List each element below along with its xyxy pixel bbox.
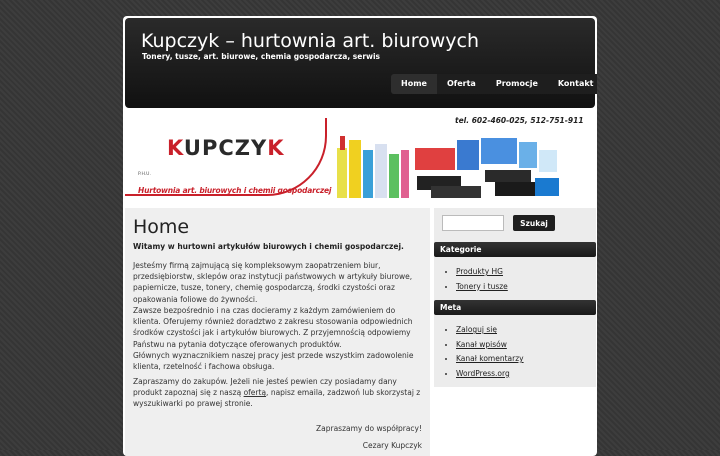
site-description: Tonery, tusze, art. biurowe, chemia gospodarcza, serwis: [142, 52, 380, 61]
list-item: [456, 265, 596, 280]
search-input[interactable]: [442, 215, 504, 231]
paragraph-2: Zawsze bezpośrednio i na czas docieramy z każdym zamówieniem do klienta. Oferujemy również doradztwo z zakresu stosowania odpowiednich środków czystości jak i artykułów biurowych. Z przyjemnością odpowiemy Państwu na pytania dotyczące oferowanych produktów.: [133, 306, 413, 349]
categories-title: Kategorie: [434, 242, 596, 257]
main-nav: [391, 74, 597, 94]
signature: Cezary Kupczyk: [362, 441, 422, 450]
nav-home[interactable]: Home: [391, 74, 437, 94]
meta-title: Meta: [434, 300, 596, 315]
page-wrapper: [123, 16, 597, 456]
company-logo: [125, 114, 332, 200]
meta-link-wordpress[interactable]: WordPress.org: [456, 368, 510, 378]
search-widget: [434, 208, 596, 242]
invite-text: Zapraszamy do współpracy!: [315, 424, 422, 433]
list-item: [456, 367, 596, 382]
list-item: [456, 352, 596, 367]
page-title: Home: [133, 216, 190, 238]
phone-numbers: tel. 602-460-025, 512-751-911: [455, 116, 584, 125]
list-item: [456, 338, 596, 353]
list-item: [456, 323, 596, 338]
logo-wordmark: KUPCZYK: [167, 136, 285, 160]
logo-subtitle: Hurtownia art. biurowych i chemii gospodarczej: [138, 186, 332, 195]
meta-link-posts-feed[interactable]: Kanał wpisów: [456, 339, 507, 349]
nav-kontakt[interactable]: Kontakt: [557, 79, 594, 88]
paragraph-1: Jesteśmy firmą zajmującą się kompleksowym zaopatrzeniem biur, przedsiębiorstw, sklepów oraz instytucji państwowych w artykuły biurowe, papiernicze, tusze, tonery, chemię gospodarczą, środki czystości oraz opakowania foliowe do żywności.: [133, 261, 413, 304]
nav-promocje[interactable]: Promocje: [495, 79, 538, 88]
oferta-link[interactable]: ofertą: [243, 388, 267, 398]
intro-text: Witamy w hurtowni artykułów biurowych i chemii gospodarczej.: [133, 242, 404, 251]
category-link-produkty-hg[interactable]: Produkty HG: [456, 267, 503, 276]
categories-list: [434, 257, 596, 300]
meta-link-login[interactable]: Zaloguj się: [456, 325, 497, 334]
list-item: [456, 280, 596, 295]
products-image: [335, 120, 565, 204]
paragraph-4: Zapraszamy do zakupów. Jeżeli nie jesteś pewien czy posiadamy dany produkt zapoznaj się z naszą ofertą, napisz emaila, zadzwoń lub skorzystaj z wyszukiwarki po prawej stronie.: [133, 377, 421, 409]
meta-widget: [434, 300, 596, 387]
category-link-tonery[interactable]: Tonery i tusze: [456, 281, 508, 291]
nav-oferta[interactable]: Oferta: [446, 79, 476, 88]
logo-phu: P.H.U.: [138, 172, 151, 177]
header-banner: [125, 110, 595, 206]
meta-list: [434, 315, 596, 387]
meta-link-comments-feed[interactable]: Kanał komentarzy: [456, 354, 524, 363]
categories-widget: [434, 242, 596, 300]
main-content: [125, 208, 430, 456]
site-header: [125, 18, 595, 108]
search-button[interactable]: Szukaj: [513, 215, 555, 231]
paragraph-3: Głównych wyznacznikiem naszej pracy jest przede wszystkim zadowolenie klienta, rzetelność i fachowa obsługa.: [133, 351, 414, 372]
site-title[interactable]: Kupczyk – hurtownia art. biurowych: [141, 30, 480, 52]
